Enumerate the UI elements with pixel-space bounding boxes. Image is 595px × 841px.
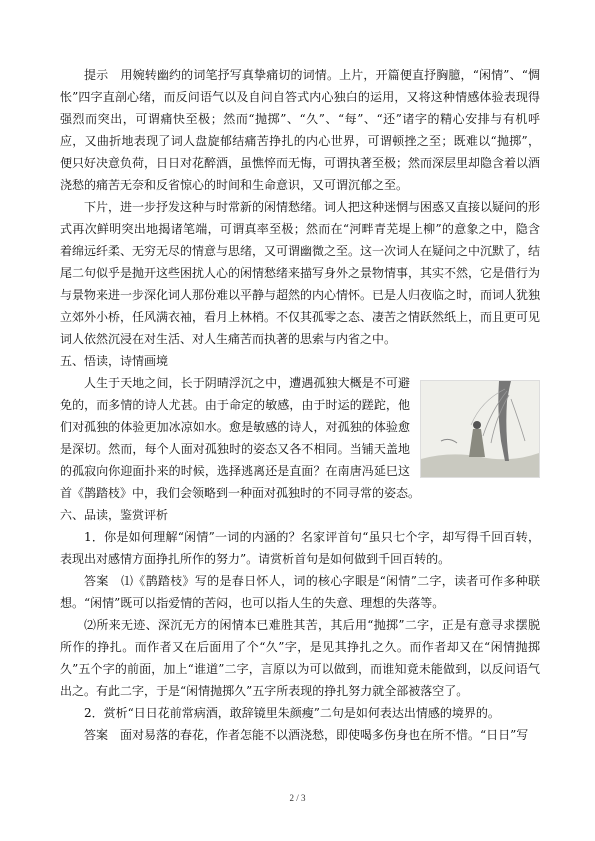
second-stanza-paragraph: 下片，进一步抒发这种与时常新的闲情愁绪。词人把这种迷惘与困惑又直接以疑问的形式再次鲜明突出地揭诸笔端，可谓真率至极；然而在“河畔青芜堤上柳”的意象之中，隐含着绵远纤柔、无穷无尽的情意与思绪，又可谓幽微之至。这一次词人在疑问之中沉默了，结尾二句似乎是抛开这些困扰人心的闲情愁绪来描写身外之景物情事，其实不然，它是借行为与景物来进一步深化词人那份难以平静与超然的内心情怀。已是人归夜临之时，而词人犹独立郊外小桥，任风满衣袖，看月上林梢。不仅其孤零之态、凄苦之情跃然纸上，而且更可见词人依然沉浸在对生活、对人生痛苦而执著的思索与内省之中。 xyxy=(60,200,541,346)
ink-painting-image xyxy=(420,380,540,478)
document-body xyxy=(60,64,540,746)
section-heading-5: 五、悟读，诗情画境 xyxy=(60,354,169,368)
ink-painting-figure-icon xyxy=(421,381,539,477)
section-heading-6: 六、品读，鉴赏评析 xyxy=(60,508,169,522)
question-1: 1．你是如何理解“闲情”一词的内涵的？名家评首句“虽只七个字，却写得千回百转，表现出对感情方面挣扎所作的努力”。请赏析首句是如何做到千回百转的。 xyxy=(60,530,540,566)
question-2: 2．赏析“日日花前常病酒，敢辞镜里朱颜瘦”二句是如何表达出情感的境界的。 xyxy=(84,706,500,720)
answer-1-part-2: ⑵所来无迹、深沉无方的闲情本已难胜其苦，其后用“抛掷”二字，正是有意寻求摆脱所作的挣扎。而作者又在后面用了个“久”字，是见其挣扎之久。而作者却又在“闲情抛掷久”五个字的前面，加上“谁道”二字，言原以为可以做到，而谁知竟未能做到，以反问语气出之。有此二字，于是“闲情抛掷久”五字所表现的挣扎努力就全部被落空了。 xyxy=(60,618,540,698)
hint-paragraph: 提示 用婉转幽约的词笔抒写真挚痛切的词情。上片，开篇便直抒胸臆，“闲情”、“惆怅”四字直剖心绪，而反问语气以及自问自答式内心独白的运用，又将这种情感体验表现得强烈而突出，可谓痛快至极；然而“抛掷”、“久”、“每”、“还”诸字的精心安排与有机呼应，又曲折地表现了词人盘旋郁结痛苦挣扎的内心世界，可谓顿挫之至；既难以“抛掷”，便只好决意负荷，日日对花醉酒，虽憔悴而无悔，可谓执著至极；然而深层里却隐含着以酒浇愁的痛苦无奈和反省惊心的时间和生命意识，又可谓沉郁之至。 xyxy=(60,68,541,192)
appreciation-paragraph: 人生于天地之间，长于阴晴浮沉之中，遭遇孤独大概是不可避免的，而多情的诗人尤甚。由于命定的敏感，由于时运的蹉跎，他们对孤独的体验更加冰凉如水。愈是敏感的诗人，对孤独的体验愈是深切。然而，每个人面对孤独时的姿态又各不相同。当铺天盖地的孤寂向你迎面扑来的时候，选择逃离还是直面？在南唐冯延巳这首《鹊踏枝》中，我们会领略到一种面对孤独时的不同寻常的姿态。 xyxy=(60,376,421,500)
answer-2: 答案 面对易落的春花，作者怎能不以酒浇愁，即使喝多伤身也在所不惜。“日日”写 xyxy=(84,728,529,742)
answer-1-part-1: 答案 ⑴《鹊踏枝》写的是春日怀人，词的核心字眼是“闲情”二字，读者可作多种联想。“闲情”既可以指爱情的苦闷，也可以指人生的失意、理想的失落等。 xyxy=(60,574,540,610)
page-number: 2 / 3 xyxy=(289,793,306,803)
